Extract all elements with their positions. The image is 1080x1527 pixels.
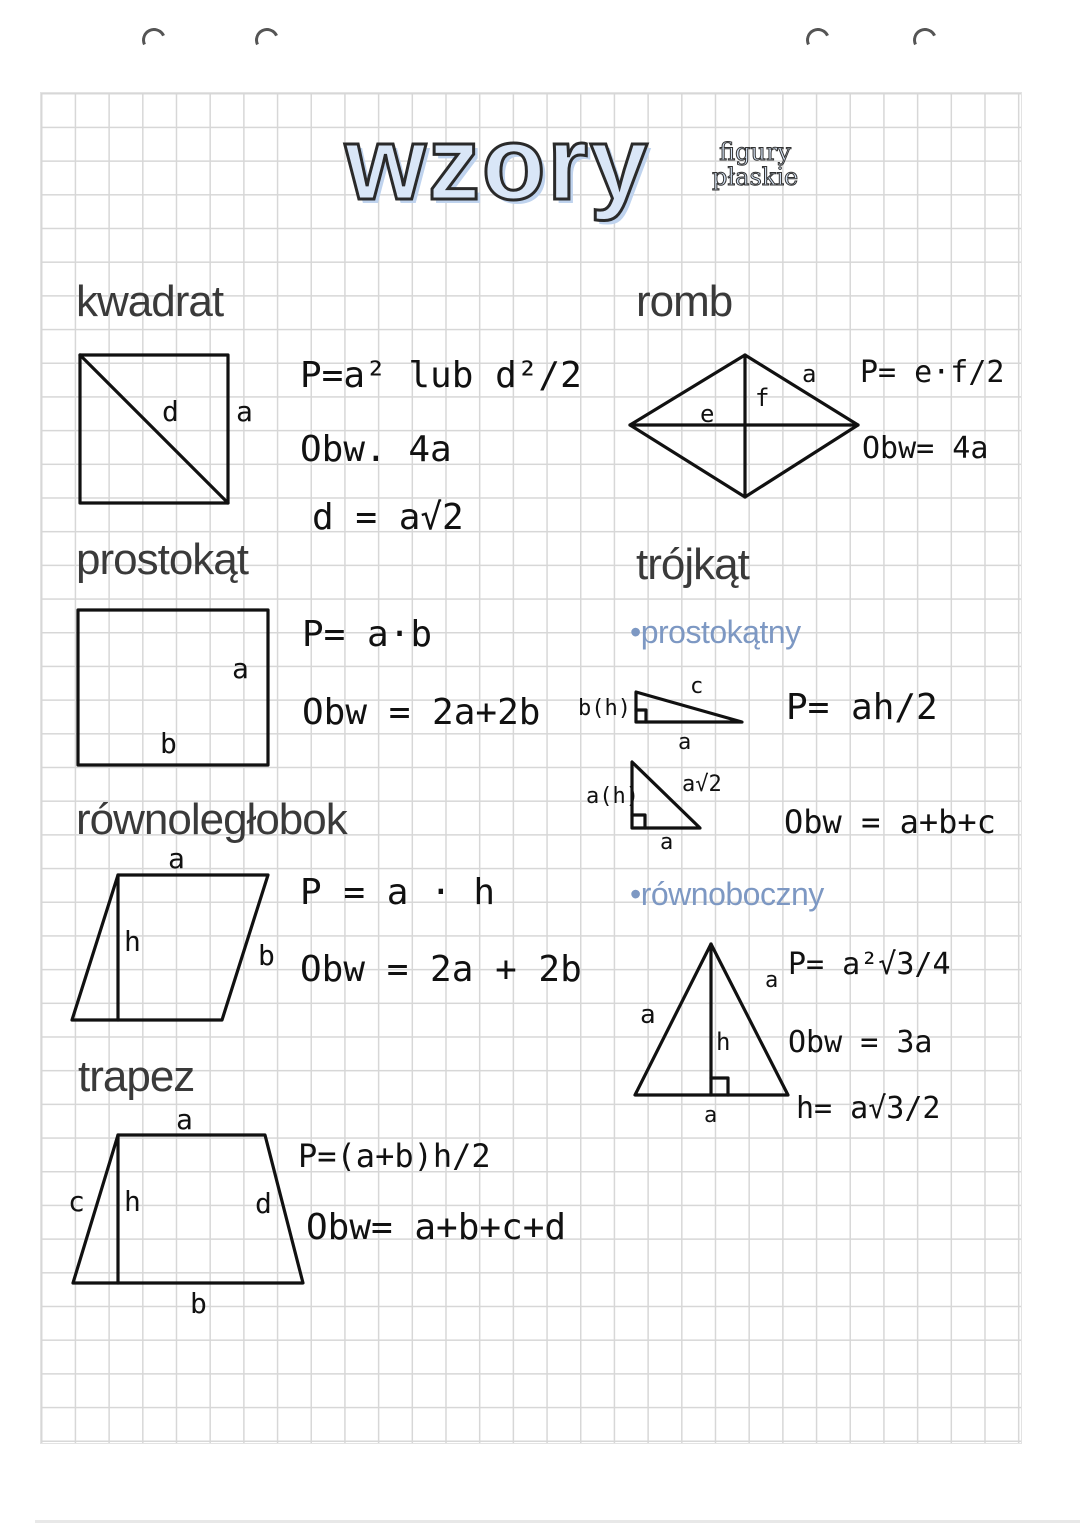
label-right-a: a [765,968,779,993]
label-side-b: b [258,939,275,972]
formula-prostokat-perimeter: Obw = 2a+2b [302,692,541,733]
formula-rownoboczny-perimeter: Obw = 3a [788,1025,933,1060]
heading-romb: romb [636,277,733,326]
rownoleglobok-figure [72,875,268,1020]
formula-prostokat-area: P= a·b [302,614,433,655]
formula-rownoleglobok-area: P = a · h [300,872,496,913]
formula-trapez-area: P=(a+b)h/2 [298,1137,491,1175]
label-height-h: h [124,925,141,958]
label-bottom-b: b [190,1287,207,1320]
label-diagonal-f: f [755,384,770,412]
heading-trapez: trapez [78,1052,195,1101]
formula-trojkat-perimeter: Obw = a+b+c [784,803,996,841]
heading-prostokat: prostokąt [76,535,248,584]
formula-rownoleglobok-perimeter: Obw = 2a + 2b [300,949,582,990]
label-height-h: h [716,1028,731,1056]
page-title: wzory [345,106,650,222]
kwadrat-figure [80,355,228,503]
label-diagonal-e: e [700,400,715,428]
formula-rownoboczny-area: P= a²√3/4 [788,947,951,982]
label-rownoboczny: •równoboczny [630,876,824,912]
subtitle-line-2: płaskie [712,163,799,192]
label-b-h: b(h) [578,696,631,721]
formula-romb-perimeter: Obw= 4a [862,431,989,466]
label-side-a: a [236,395,253,428]
label-a-h: a(h) [586,784,639,809]
label-right-d: d [255,1187,272,1220]
formula-rownoboczny-height: h= a√3/2 [796,1091,941,1126]
label-c: c [690,674,704,699]
label-side-a: a [802,360,817,388]
heading-kwadrat: kwadrat [76,277,224,326]
label-left-c: c [68,1185,85,1218]
label-bottom-a: a [704,1103,718,1128]
formula-kwadrat-area: P=a² lub d²/2 [300,355,582,396]
label-side-a: a [232,652,249,685]
label-side-b: b [160,727,177,760]
heading-rownoleglobok: równoległobok [76,795,347,844]
right-triangle-figure-1 [636,692,742,722]
equilateral-triangle-figure [635,944,788,1095]
formula-romb-area: P= e·f/2 [860,355,1005,390]
label-a-sqrt2: a√2 [682,772,722,797]
heading-trojkat: trójkąt [636,540,749,589]
formula-trapez-perimeter: Obw= a+b+c+d [306,1207,567,1248]
subtitle-line-1: figury [719,138,792,166]
label-diagonal-d: d [162,395,179,428]
label-height-h: h [124,1185,141,1218]
formula-kwadrat-perimeter: Obw. 4a [300,429,452,470]
romb-figure [630,355,858,497]
formula-prostokatny-area: P= ah/2 [786,687,938,728]
label-a: a [660,830,674,855]
label-left-a: a [640,1000,656,1030]
label-prostokatny: •prostokątny [630,614,801,650]
label-top-a: a [168,842,185,875]
label-a: a [678,730,692,755]
formula-kwadrat-diagonal: d = a√2 [312,497,464,538]
label-top-a: a [176,1103,193,1136]
